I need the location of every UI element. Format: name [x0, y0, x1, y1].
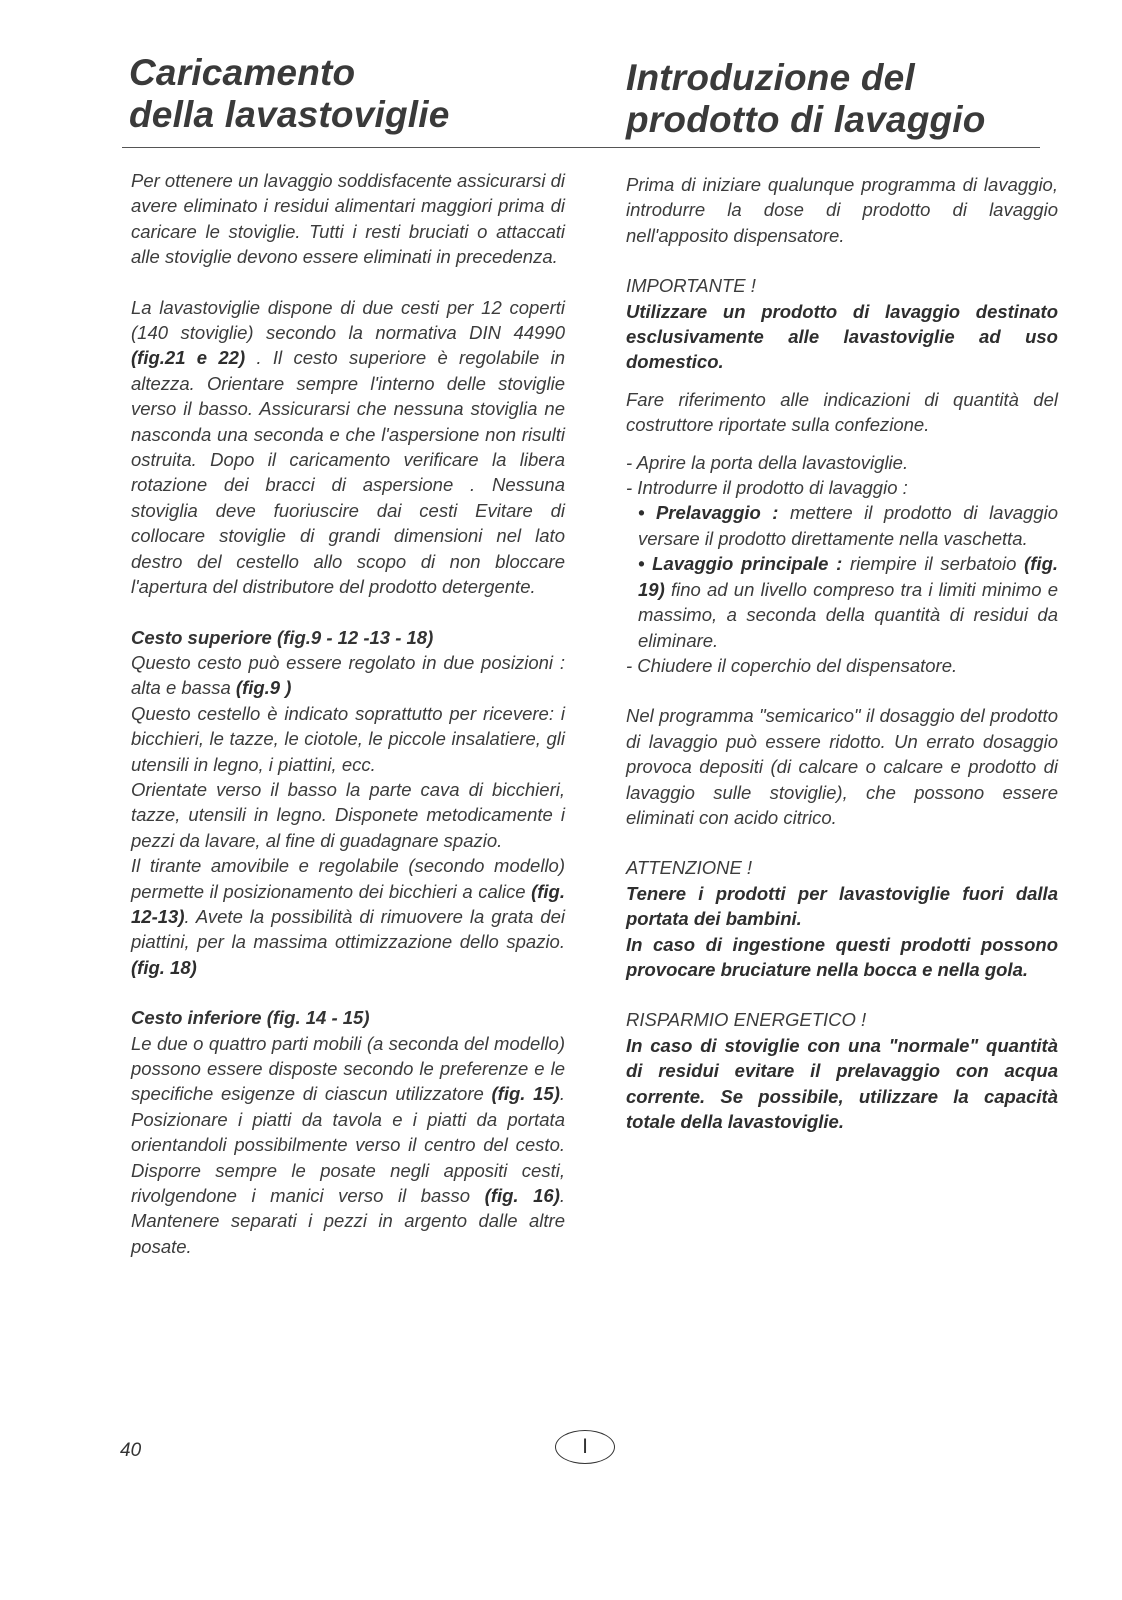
half-load-paragraph: Nel programma "semicarico" il dosaggio del prodotto di lavaggio può essere ridotto. Un errato dosaggio provoca depositi (di calcare o calcare e prodotto di lavaggio sulle stoviglie), che possono essere eliminati con acido citrico.	[626, 705, 1058, 828]
header-divider	[122, 147, 1040, 148]
manufacturer-note: Fare riferimento alle indicazioni di quantità del costruttore riportate sulla confezione.	[626, 388, 1058, 436]
warning-text-children: Tenere i prodotti per lavastoviglie fuori dalla portata dei bambini.	[626, 882, 1058, 930]
left-section-title	[129, 52, 569, 136]
warning-label: ATTENZIONE !	[626, 857, 753, 879]
step-open-door: - Aprire la porta della lavastoviglie.	[626, 451, 909, 473]
figure-reference: (fig. 19)	[638, 553, 1059, 600]
language-badge: I	[555, 1430, 615, 1464]
upper-basket-heading: Cesto superiore (fig.9 - 12 -13 - 18)	[131, 626, 434, 648]
energy-saving-text: In caso di stoviglie con una "normale" quantità di residui evitare il prelavaggio con acqua corrente. Se possibile, utilizzare la capacità totale della lavastoviglie.	[626, 1034, 1058, 1132]
energy-saving-label: RISPARMIO ENERGETICO !	[626, 1009, 867, 1031]
warning-text-ingestion: In caso di ingestione questi prodotti possono provocare bruciature nella bocca e nella gola.	[626, 933, 1058, 980]
left-title-line-2: della lavastoviglie	[129, 94, 450, 135]
figure-reference: (fig. 12-13)	[131, 880, 565, 927]
figure-reference: (fig.9 )	[235, 677, 292, 699]
upper-basket-orientation-text: Orientate verso il basso la parte cava di bicchieri, tazze, utensili in legno. Disponete metodicamente i pezzi da lavare, al fine di guadagnare spazio.	[131, 778, 565, 851]
intro-paragraph: Per ottenere un lavaggio soddisfacente assicurarsi di avere eliminato i residui alimentari maggiori prima di caricare le stoviglie. Tutti i resti bruciati o attaccati alle stoviglie devono essere eliminati in precedenza.	[131, 170, 565, 268]
left-title-line-1: Caricamento	[129, 52, 356, 93]
figure-reference: (fig.21 e 22)	[131, 347, 246, 369]
right-title-line-2: prodotto di lavaggio	[626, 99, 986, 140]
important-text: Utilizzare un prodotto di lavaggio destinato esclusivamente alle lavastoviglie ad uso domestico.	[626, 300, 1058, 373]
figure-reference: (fig. 16)	[484, 1185, 560, 1207]
step-close-lid: - Chiudere il coperchio del dispensatore.	[626, 654, 958, 676]
detergent-intro-paragraph: Prima di iniziare qualunque programma di lavaggio, introdurre la dose di prodotto di lavaggio nell'apposito dispensatore.	[626, 174, 1058, 246]
lower-basket-heading: Cesto inferiore (fig. 14 - 15)	[131, 1007, 370, 1029]
main-wash-label: • Lavaggio principale :	[638, 553, 843, 575]
left-column	[131, 168, 565, 1259]
bullet-prewash: • Prelavaggio : mettere il prodotto di lavaggio versare il prodotto direttamente nella vaschetta.	[638, 502, 1058, 549]
prewash-label: • Prelavaggio :	[638, 502, 779, 524]
right-section-title	[626, 57, 1066, 141]
right-title-line-1: Introduzione del	[626, 57, 915, 98]
upper-basket-rack-text: Il tirante amovibile e regolabile (secondo modello) permette il posizionamento dei bicchieri a calice (fig. 12-13). Avete la possibilità di rimuovere la grata dei piattini, per la massima ottimizzazione dello spazio. (fig. 18)	[131, 855, 565, 978]
lower-basket-text: Le due o quattro parti mobili (a seconda del modello) possono essere disposte secondo le preferenze e le specifiche esigenze di ciascun utilizzatore (fig. 15). Posizionare i piatti da tavola e i piatti da portata orientandoli possibilmente verso il centro del cesto. Disporre sempre le posate negli appositi cesti, rivolgendone i manici verso il basso (fig. 16). Mantenere separati i pezzi in argento dalle altre posate.	[131, 1032, 566, 1257]
figure-reference: (fig. 18)	[131, 956, 197, 978]
important-label: IMPORTANTE !	[626, 275, 756, 297]
capacity-paragraph: La lavastoviglie dispone di due cesti per 12 coperti (140 stoviglie) secondo la normativa DIN 44990 (fig.21 e 22) . Il cesto superiore è regolabile in altezza. Orientare sempre l'interno delle stoviglie verso il basso. Assicurarsi che nessuna stoviglia ne nasconda una seconda e che l'aspersione non risulti ostruita. Dopo il caricamento verificare la libera rotazione dei bracci di aspersione . Nessuna stoviglia deve fuoriuscire dai cesti Evitare di collocare stoviglie di grandi dimensioni nel lato destro del cestello allo scopo di non bloccare l'apertura del distributore del prodotto detergente.	[131, 296, 565, 598]
upper-basket-position-text: Questo cesto può essere regolato in due posizioni : alta e bassa (fig.9 )	[131, 651, 565, 699]
page-number: 40	[120, 1440, 142, 1461]
bullet-main-wash: • Lavaggio principale : riempire il serbatoio (fig. 19) fino ad un livello compreso tra i limiti minimo e massimo, a seconda della quantità di residui da eliminare.	[638, 553, 1059, 651]
figure-reference: (fig. 15)	[491, 1083, 560, 1105]
upper-basket-usage-text: Questo cestello è indicato soprattutto per ricevere: i bicchieri, le tazze, le ciotole, le piccole insalatiere, gli utensili in legno, i piattini, ecc.	[131, 702, 565, 775]
step-insert-detergent: - Introdurre il prodotto di lavaggio :	[626, 477, 908, 499]
right-column	[626, 172, 1058, 1134]
